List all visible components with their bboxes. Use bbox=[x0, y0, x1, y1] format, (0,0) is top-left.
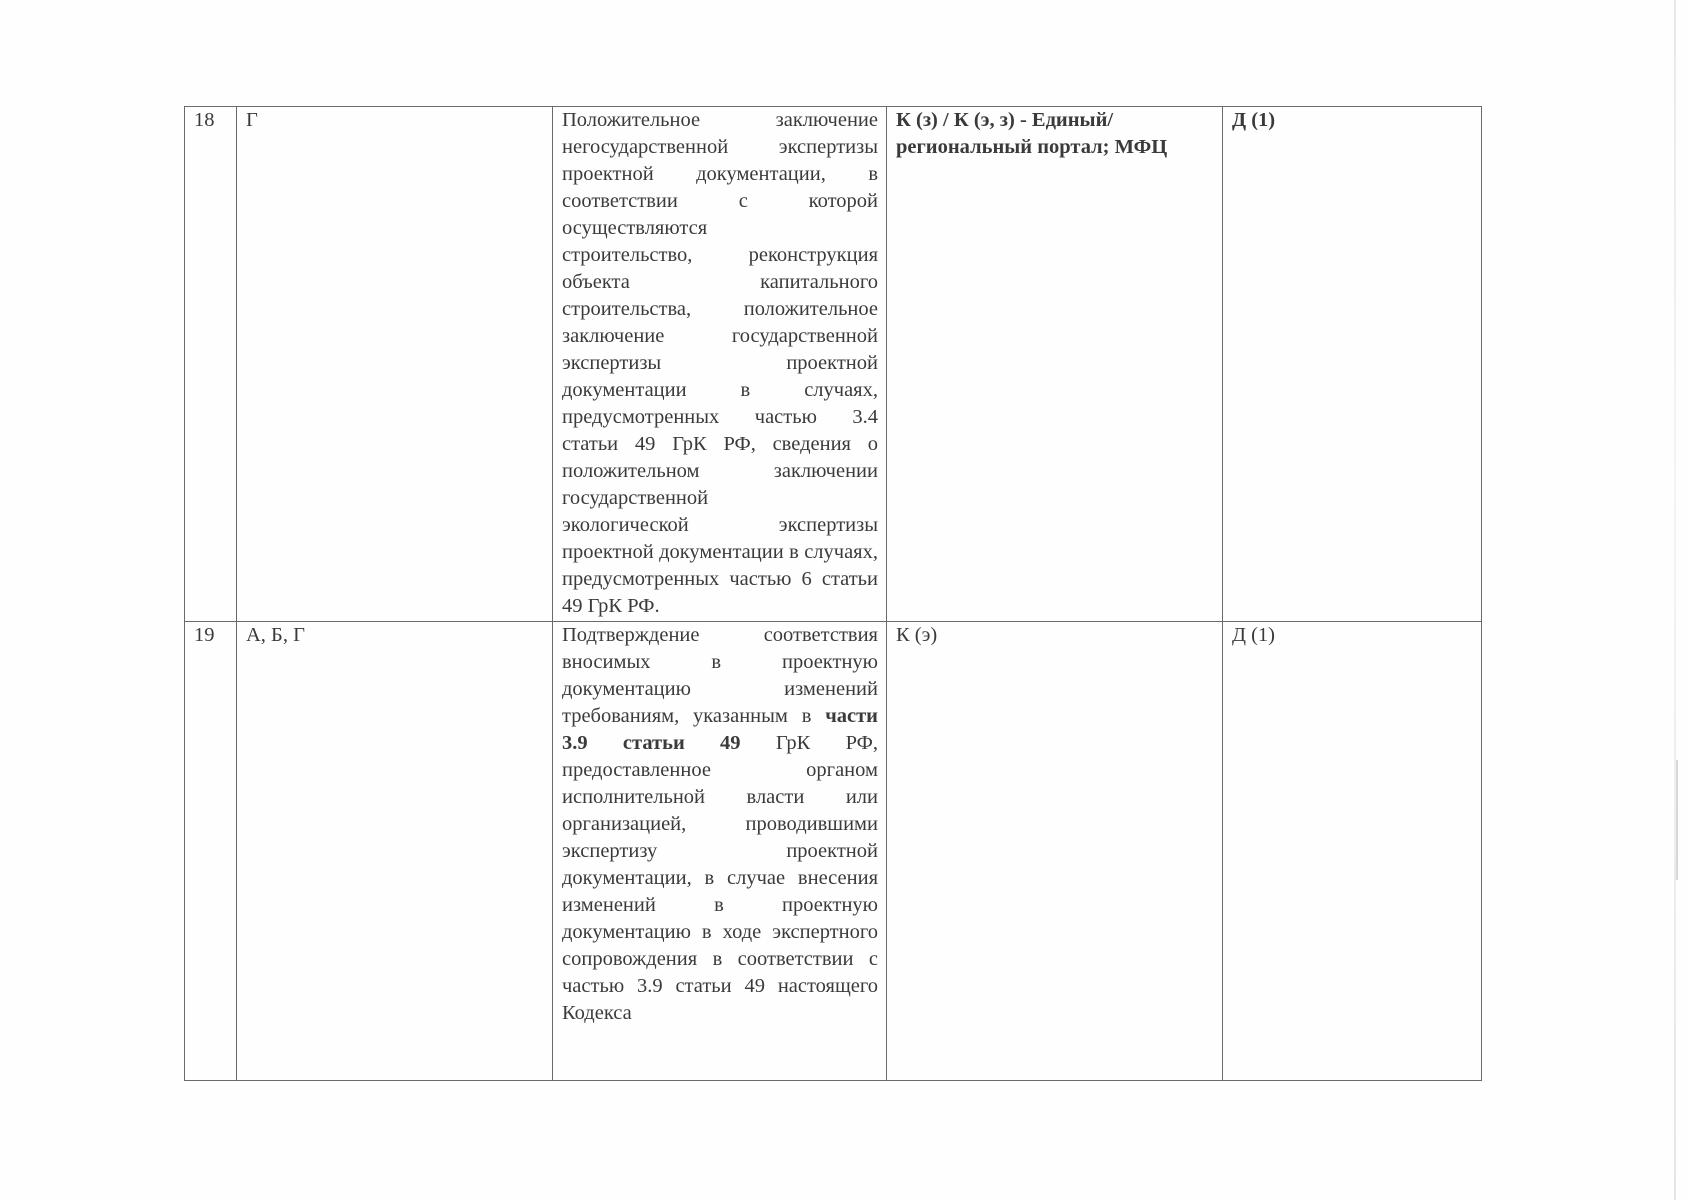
document-text-after: ГрК РФ, предоставленное органом исполнительной власти или организацией, проводившими экспертизу проектной документации, в случае внесения изменений в проектную документацию в ходе экспертного сопровождения в соответствии с частью 3.9 статьи 49 настоящего Кодекса bbox=[562, 732, 878, 1024]
applicant-letters: А, Б, Г bbox=[237, 622, 553, 1081]
document-text-part: строительство, реконструкция объекта капитального строительства, положительное заключение государственной экспертизы проектной документации в случаях, предусмотренных частью 3.4 статьи 49 ГрК РФ, сведения о положительном заключении государственной bbox=[562, 244, 878, 509]
documents-table bbox=[184, 106, 1482, 1081]
document-text-part: экологической экспертизы проектной документации в случаях, предусмотренных частью 6 статьи 49 ГрК РФ. bbox=[562, 514, 878, 617]
document-description bbox=[553, 622, 887, 1081]
document-text-part: Положительное заключение негосударственной экспертизы проектной документации, в соответствии с которой осуществляются bbox=[562, 109, 878, 239]
document-text-bold-reference: части 3.9 статьи 49 bbox=[562, 705, 878, 754]
table-row bbox=[185, 622, 1482, 1081]
result-code: Д (1) bbox=[1223, 107, 1482, 622]
document-description bbox=[553, 107, 887, 622]
row-number: 18 bbox=[185, 107, 237, 622]
table-row bbox=[185, 107, 1482, 622]
applicant-letters: Г bbox=[237, 107, 553, 622]
row-number: 19 bbox=[185, 622, 237, 1081]
document-text-before: Подтверждение соответствия вносимых в проектную документацию изменений требованиям, указанным в bbox=[562, 624, 878, 727]
scan-edge-mark bbox=[1676, 760, 1678, 880]
submission-channel: К (з) / К (э, з) - Единый/региональный портал; МФЦ bbox=[887, 107, 1223, 622]
submission-channel: К (э) bbox=[887, 622, 1223, 1081]
result-code: Д (1) bbox=[1223, 622, 1482, 1081]
scan-edge-shadow bbox=[1674, 0, 1676, 1200]
